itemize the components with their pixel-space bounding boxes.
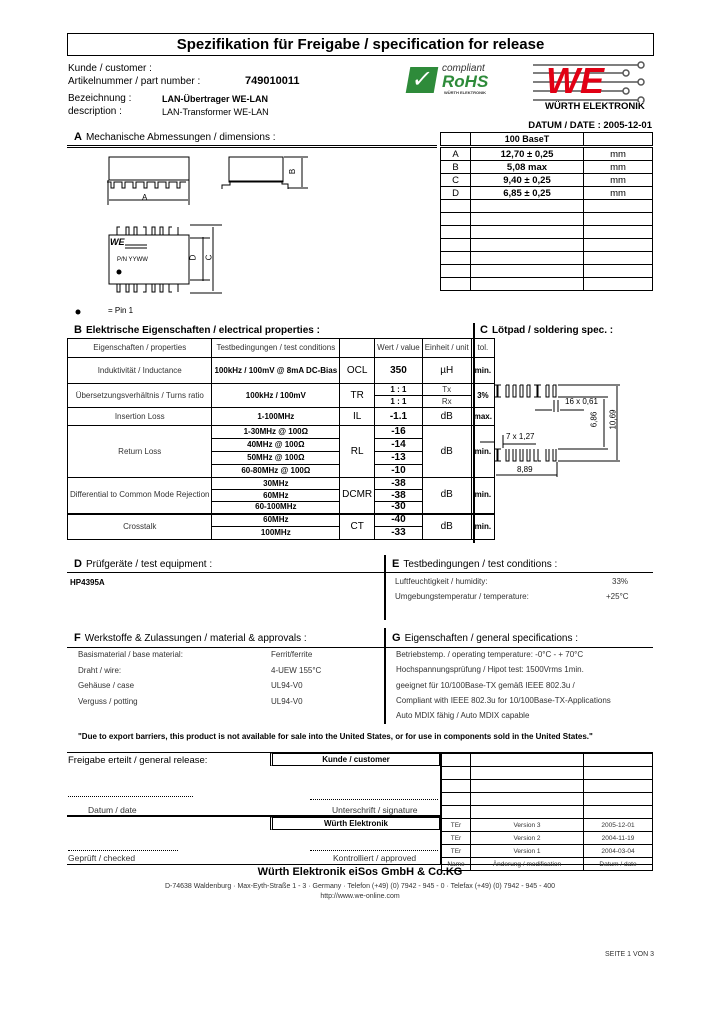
rev-modification: Änderung / modification (471, 858, 584, 871)
value-cell: 1 : 1 (375, 384, 423, 396)
dim-row (441, 174, 653, 187)
value-cell: 350 (375, 358, 423, 384)
dim-label-a: A (142, 193, 148, 202)
prop-cell: Induktivität / Inductance (68, 358, 212, 384)
value-cell: -10 (375, 465, 423, 478)
unit-cell: µH (422, 358, 471, 384)
drawing-marking: P/N YYWW (117, 257, 148, 263)
footer-company: Würth Elektronik eiSos GmbH & Co.KG (257, 866, 463, 878)
humidity-label: Luftfeuchtigkeit / humidity: (395, 577, 488, 586)
prop-cell: Return Loss (68, 426, 212, 478)
table-row-ocl (68, 358, 495, 384)
value-cell: -30 (375, 502, 423, 514)
dim-unit (584, 226, 653, 239)
value-cell: -38 (375, 490, 423, 502)
col-header-tol: tol. (471, 339, 494, 358)
approved-label: Kontrolliert / approved (333, 853, 417, 863)
rev-modification (471, 780, 584, 793)
revision-row (442, 806, 653, 819)
dim-value (471, 200, 584, 213)
prop-cell: Übersetzungsverhältnis / Turns ratio (68, 384, 212, 408)
brand-name: WÜRTH ELEKTRONIK (545, 101, 645, 112)
revision-row (442, 845, 653, 858)
rev-modification: Version 2 (471, 832, 584, 845)
general-spec-item: Hochspannungsprüfung / Hipot test: 1500Vrms 1min. (396, 665, 584, 675)
dim-value (471, 278, 584, 291)
dim-key: C (441, 174, 471, 187)
dim-key (441, 213, 471, 226)
general-spec-item: geeignet für 10/100Base-TX gemäß IEEE 802.3u / (396, 680, 575, 690)
dim-row (441, 161, 653, 174)
dim-value (471, 265, 584, 278)
revision-row (442, 780, 653, 793)
dim-row (441, 265, 653, 278)
dim-value: 5,08 max (471, 161, 584, 174)
dim-unit (584, 213, 653, 226)
date: DATUM / DATE : 2005-12-01 (528, 120, 652, 131)
dim-label-c: C (204, 254, 214, 261)
value-cell: -38 (375, 478, 423, 490)
rev-date (584, 793, 653, 806)
we-logo-icon (530, 60, 652, 102)
material-label: Basismaterial / base material: (78, 650, 183, 659)
table-row-il (68, 408, 495, 426)
bezeichnung-label: Bezeichnung : (68, 93, 132, 104)
dim-row (441, 200, 653, 213)
dim-row (441, 278, 653, 291)
tol-cell: min. (471, 426, 494, 478)
material-value: Ferrit/ferrite (271, 650, 313, 659)
dim-key: A (441, 147, 471, 161)
rev-date (584, 780, 653, 793)
symbol-cell: OCL (340, 358, 375, 384)
dimension-table (440, 132, 653, 291)
general-spec-item: Auto MDIX fähig / Auto MDIX capable (396, 711, 530, 721)
rev-modification: Version 3 (471, 819, 584, 832)
symbol-cell: RL (340, 426, 375, 478)
cond-cell: 50MHz @ 100Ω (212, 452, 340, 465)
dim-value (471, 226, 584, 239)
dim-key (441, 278, 471, 291)
col-header-unit: Einheit / unit (422, 339, 471, 358)
we-logo (530, 60, 652, 102)
dim-row (441, 147, 653, 161)
tol-cell: min. (471, 514, 494, 540)
dim-row (441, 213, 653, 226)
dim-value: 12,70 ± 0,25 (471, 147, 584, 161)
symbol-cell: IL (340, 408, 375, 426)
prop-cell: Differential to Common Mode Rejection (68, 478, 212, 514)
rev-date (584, 806, 653, 819)
dim-key (441, 252, 471, 265)
rev-date (584, 767, 653, 780)
unit-cell: dB (422, 408, 471, 426)
section-g-heading: G Eigenschaften / general specifications : (392, 632, 578, 644)
rohs-compliant-text: compliant (442, 63, 485, 74)
soldering-pad-drawing (470, 340, 660, 480)
dim-value (471, 252, 584, 265)
revision-row (442, 754, 653, 767)
drawing-we-logo: WE (110, 237, 125, 247)
material-label: Verguss / potting (78, 696, 138, 706)
rev-date: 2004-11-19 (584, 832, 653, 845)
col-header-conditions: Testbedingungen / test conditions (212, 339, 340, 358)
tol-cell: 3% (471, 384, 494, 408)
value-cell: -13 (375, 452, 423, 465)
page-number: SEITE 1 VON 3 (605, 951, 655, 958)
table-row-rl (68, 426, 495, 439)
cond-cell: 60MHz (212, 514, 340, 527)
dim-unit (584, 252, 653, 265)
value-cell: -1.1 (375, 408, 423, 426)
footer-url[interactable]: http://www.we-online.com (320, 893, 400, 900)
cond-cell: 60-80MHz @ 100Ω (212, 465, 340, 478)
unit-cell: Rx (422, 396, 471, 408)
rev-modification (471, 793, 584, 806)
section-c-heading: C Lötpad / soldering spec. : (480, 324, 614, 336)
section-f-heading: F Werkstoffe & Zulassungen / material & approvals : (74, 632, 307, 644)
pad-height2-label: 10,69 (608, 409, 618, 430)
dim-key: B (441, 161, 471, 174)
general-spec-item: Compliant with IEEE 802.3u for 10/100Base-TX-Applications (396, 695, 611, 705)
temperature-value: +25°C (606, 592, 629, 601)
dim-key (441, 265, 471, 278)
dim-unit: mm (584, 174, 653, 187)
rev-date: 2004-03-04 (584, 845, 653, 858)
rev-date: Datum / date (584, 858, 653, 871)
value-cell: 1 : 1 (375, 396, 423, 408)
rev-date (584, 754, 653, 767)
cond-cell: 1-30MHz @ 100Ω (212, 426, 340, 439)
dim-table-header: 100 BaseT (471, 133, 584, 147)
dim-label-b: B (288, 168, 298, 175)
dim-unit: mm (584, 161, 653, 174)
dim-value: 6,85 ± 0,25 (471, 187, 584, 200)
rev-modification (471, 806, 584, 819)
dim-value (471, 239, 584, 252)
unit-cell: Tx (422, 384, 471, 396)
col-header-value: Wert / value (375, 339, 423, 358)
bezeichnung-value: LAN-Übertrager WE-LAN (162, 94, 269, 104)
material-label: Gehäuse / case (78, 681, 135, 690)
dim-unit (584, 265, 653, 278)
material-value: UL94-V0 (271, 681, 303, 690)
unit-cell: dB (422, 514, 471, 540)
test-equipment: HP4395A (70, 578, 105, 587)
tol-cell: max. (471, 408, 494, 426)
table-row-dcmr (68, 478, 495, 490)
dim-key (441, 226, 471, 239)
cond-cell: 100kHz / 100mV @ 8mA DC-Bias (212, 358, 340, 384)
rev-name (442, 754, 471, 767)
customer-label: Kunde / customer : (68, 63, 152, 74)
value-cell: -14 (375, 439, 423, 452)
rev-name: Name (442, 858, 471, 871)
rev-name (442, 767, 471, 780)
section-a-heading: A Mechanische Abmessungen / dimensions : (74, 131, 276, 143)
section-e-heading: E Testbedingungen / test conditions : (392, 558, 558, 570)
description-label: description : (68, 106, 122, 117)
dim-value (471, 213, 584, 226)
wurth-box: Würth Elektronik (270, 817, 440, 830)
page-title: Spezifikation für Freigabe / specification for release (67, 33, 654, 56)
revision-row (442, 793, 653, 806)
footer-address: D-74638 Waldenburg · Max-Eyth-Straße 1 - 3 · Germany · Telefon (+49) (0) 7942 - 945 - 0 · Telefax (+49) (0) 7942 - 945 - 400 (164, 883, 556, 890)
dim-row (441, 226, 653, 239)
col-header-properties: Eigenschaften / properties (68, 339, 212, 358)
revision-table (441, 753, 653, 871)
material-value: UL94-V0 (271, 696, 303, 706)
customer-box: Kunde / customer (270, 753, 440, 766)
rev-date: 2005-12-01 (584, 819, 653, 832)
dim-key (441, 239, 471, 252)
general-spec-item: Betriebstemp. / operating temperature: -0°C - + 70°C (396, 650, 584, 659)
electrical-properties-table (67, 338, 495, 540)
section-d-heading: D Prüfgeräte / test equipment : (74, 558, 213, 570)
value-cell: -16 (375, 426, 423, 439)
rohs-sub-text: WÜRTH ELEKTRONIK (444, 90, 486, 95)
pad-height1-label: 6,86 (589, 411, 599, 428)
cond-cell: 100MHz (212, 527, 340, 540)
rohs-check-icon: ✓ (406, 67, 439, 93)
pad-pitch2-label: 7 x 1,27 (506, 432, 535, 441)
rev-name (442, 806, 471, 819)
dim-key (441, 200, 471, 213)
part-number-label: Artikelnummer / part number : (68, 76, 201, 87)
tol-cell: min. (471, 358, 494, 384)
cond-cell: 60-100MHz (212, 502, 340, 514)
dim-value: 9,40 ± 0,25 (471, 174, 584, 187)
rev-modification: Version 1 (471, 845, 584, 858)
prop-cell: Crosstalk (68, 514, 212, 540)
dim-unit (584, 239, 653, 252)
prop-cell: Insertion Loss (68, 408, 212, 426)
cond-cell: 60MHz (212, 490, 340, 502)
mechanical-drawing (60, 145, 320, 325)
dim-row (441, 239, 653, 252)
checked-label: Geprüft / checked (68, 853, 136, 863)
symbol-cell: CT (340, 514, 375, 540)
pin1-legend: = Pin 1 (108, 306, 134, 315)
temperature-label: Umgebungstemperatur / temperature: (395, 592, 529, 601)
cond-cell: 1-100MHz (212, 408, 340, 426)
table-row-tr (68, 384, 495, 396)
humidity-value: 33% (612, 577, 629, 586)
rev-modification (471, 767, 584, 780)
revision-row (442, 832, 653, 845)
symbol-cell: TR (340, 384, 375, 408)
rev-name: TEr (442, 832, 471, 845)
dim-unit (584, 278, 653, 291)
value-cell: -40 (375, 514, 423, 527)
date-signature-label: Datum / date (88, 805, 137, 815)
signature-label: Unterschrift / signature (332, 805, 418, 815)
unit-cell: dB (422, 426, 471, 478)
pin1-dot-icon (76, 310, 81, 315)
rev-name (442, 780, 471, 793)
dim-key: D (441, 187, 471, 200)
pad-width-label: 8,89 (517, 465, 533, 474)
dim-unit: mm (584, 147, 653, 161)
cond-cell: 30MHz (212, 478, 340, 490)
dim-label-d: D (188, 254, 198, 261)
material-value: 4-UEW 155°C (271, 665, 322, 675)
rev-name (442, 793, 471, 806)
dim-row (441, 252, 653, 265)
rohs-text: RoHS (442, 72, 489, 91)
rohs-logo (408, 64, 516, 96)
pad-pitch-label: 16 x 0,61 (565, 397, 598, 406)
part-number: 749010011 (245, 75, 300, 87)
tol-cell: min. (471, 478, 494, 514)
symbol-cell: DCMR (340, 478, 375, 514)
value-cell: -33 (375, 527, 423, 540)
table-row-ct (68, 514, 495, 527)
dim-row (441, 187, 653, 200)
export-note: "Due to export barriers, this product is not available for sale into the United States, or for use in components sold in the United States." (78, 732, 593, 741)
revision-row (442, 819, 653, 832)
description-value: LAN-Transformer WE-LAN (162, 107, 269, 117)
dim-unit: mm (584, 187, 653, 200)
general-release-label: Freigabe erteilt / general release: (68, 755, 208, 766)
dim-unit (584, 200, 653, 213)
rev-name: TEr (442, 819, 471, 832)
cond-cell: 100kHz / 100mV (212, 384, 340, 408)
material-label: Draht / wire: (78, 665, 122, 675)
section-b-heading: B Elektrische Eigenschaften / electrical properties : (74, 324, 320, 336)
rev-name: TEr (442, 845, 471, 858)
unit-cell: dB (422, 478, 471, 514)
cond-cell: 40MHz @ 100Ω (212, 439, 340, 452)
svg-text:WE: WE (546, 60, 604, 101)
rev-modification (471, 754, 584, 767)
revision-row (442, 767, 653, 780)
